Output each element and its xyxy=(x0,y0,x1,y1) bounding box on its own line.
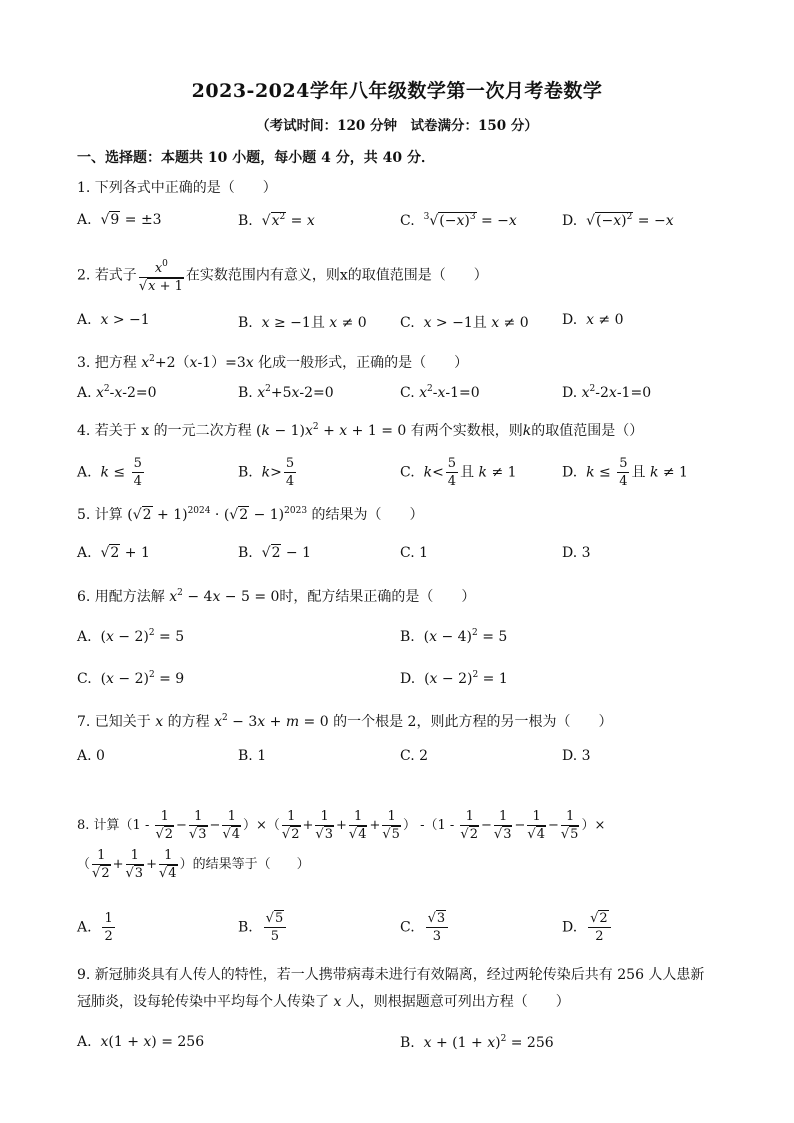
q7-option-d: D. 3 xyxy=(562,748,591,764)
q2-option-c: C. x > −1且 x ≠ 0 xyxy=(400,315,529,331)
q9-option-b: B. $x + (1 + x)^2 = 256$ xyxy=(400,1034,554,1051)
q2-fraction: $\frac{x^0}{√x + 1}$ xyxy=(139,256,184,295)
q3-option-b: B. $x^2+5x-2=0$ xyxy=(238,384,334,401)
q5-option-b: B. √2 − 1 xyxy=(238,545,312,561)
question-3-stem: 3. 把方程 $x^2+2(x-1)=3x$ 化成一般形式，正确的是（ ） xyxy=(77,354,469,371)
q1-option-b: B. $√x^2 = x$ xyxy=(238,212,315,229)
question-8-stem: 8. 计算（1 - $\frac{1}{√2}$ − $\frac{1}{√3}$ − $\frac{1}{√4}$ ）×（ $\frac{1}{√2}$ + $\frac{1}{√3}$ + $\frac{1}{√4}$ + $\frac{1}{√5}$ ） -（1 - $\frac{1}{√2}$ − $\frac{1}{√3}$ − $\frac{1}{√4}$ − $\frac{1}{√5}$ ）× xyxy=(77,809,606,842)
q2-option-b: B. x ≥ −1且 x ≠ 0 xyxy=(238,315,367,331)
q4-option-b: B. k> $\frac{5}{4}$ xyxy=(238,456,295,489)
q3-option-c: C. $x^2-x-1=0$ xyxy=(400,384,480,401)
q3-option-d: D. $x^2-2x-1=0$ xyxy=(562,384,652,401)
q8-option-c: C. $\frac{√3}{3}$ xyxy=(400,910,450,945)
q8-option-d: D. $\frac{√2}{2}$ xyxy=(562,910,613,945)
q5-option-d: D. 3 xyxy=(562,545,591,561)
q9-option-a: A. x(1 + x) = 256 xyxy=(77,1034,205,1050)
q4-option-c: C. k< $\frac{5}{4}$ 且 k ≠ 1 xyxy=(400,456,517,489)
q3-option-a: A. $x^2-x-2=0$ xyxy=(77,384,157,401)
exam-info: （考试时间：120 分钟 试卷满分：150 分） xyxy=(256,118,538,134)
question-4-stem: 4. 若关于 x 的一元二次方程 $(k - 1)x^2 + x + 1 = 0$ 有两个实数根，则k的取值范围是（） xyxy=(77,422,644,439)
question-9-stem: 9. 新冠肺炎具有人传人的特性，若一人携带病毒未进行有效隔离，经过两轮传染后共有 256 人人患新冠肺炎，设每轮传染中平均每个人传染了 x 人，则根据题意可列出方程（ ） xyxy=(77,967,705,1010)
q5-option-a: A. √2 + 1 xyxy=(77,545,150,561)
q2-option-a: A. x > −1 xyxy=(77,312,150,328)
q4-option-a: A. k ≤ $\frac{5}{4}$ xyxy=(77,456,142,489)
question-8-stem-cont: （ $\frac{1}{√2}$ + $\frac{1}{√3}$ + $\frac{1}{√4}$ ）的结果等于（ ） xyxy=(77,848,310,881)
question-6-stem: 6. 用配方法解 $x^2 - 4x - 5 = 0$时，配方结果正确的是（ ） xyxy=(77,588,476,605)
question-5-stem: 5. 计算 $(√2 + 1)^{2024} \cdot (√2 - 1)^{2023}$ 的结果为（ ） xyxy=(77,506,424,523)
q7-option-c: C. 2 xyxy=(400,748,429,764)
q2-option-d: D. x ≠ 0 xyxy=(562,312,624,328)
q4-option-d: D. k ≤ $\frac{5}{4}$ 且 k ≠ 1 xyxy=(562,456,688,489)
q7-option-b: B. 1 xyxy=(238,748,267,764)
question-2-stem: 2. 若式子 $\frac{x^0}{√x + 1}$ 在实数范围内有意义，则x的取值范围是（ ） xyxy=(77,256,488,295)
q8-option-b: B. $\frac{√5}{5}$ xyxy=(238,910,288,945)
q1-option-c: C. $^3√(-x)^3 = -x$ xyxy=(400,212,517,229)
section-heading: 一、选择题：本题共 10 小题，每小题 4 分，共 40 分． xyxy=(77,150,435,166)
q5-option-c: C. 1 xyxy=(400,545,429,561)
q1-option-d: D. $√(-x)^2 = -x$ xyxy=(562,212,674,229)
q1-option-a: A. √9 = ±3 xyxy=(77,212,162,228)
page-title: 2023-2024学年八年级数学第一次月考卷数学 xyxy=(191,80,603,102)
question-1-stem: 1. 下列各式中正确的是（ ） xyxy=(77,180,277,196)
q6-option-d: D. $(x - 2)^2 = 1$ xyxy=(400,670,508,687)
q8-option-a: A. $\frac{1}{2}$ xyxy=(77,911,113,944)
question-7-stem: 7. 已知关于 x 的方程 $x^2 - 3x + m = 0$ 的一个根是 2，则此方程的另一根为（ ） xyxy=(77,713,613,730)
q6-option-b: B. $(x - 4)^2 = 5$ xyxy=(400,628,508,645)
q7-option-a: A. 0 xyxy=(77,748,105,764)
q6-option-a: A. $(x - 2)^2 = 5$ xyxy=(77,628,185,645)
q6-option-c: C. $(x - 2)^2 = 9$ xyxy=(77,670,185,687)
